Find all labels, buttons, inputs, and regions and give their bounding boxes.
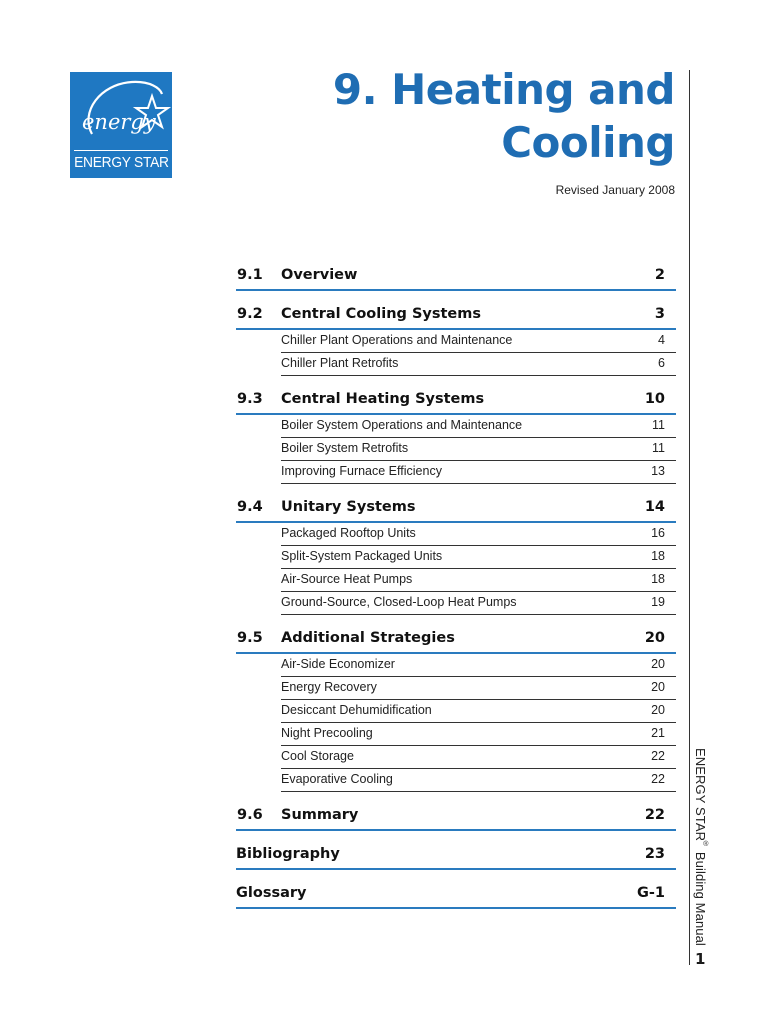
logo-label: ENERGY STAR xyxy=(74,154,169,171)
section-gap xyxy=(236,831,676,843)
section-number: 9.1 xyxy=(237,267,263,283)
section-number: 9.6 xyxy=(237,807,263,823)
section-number: 9.2 xyxy=(237,306,263,322)
section-title: Unitary Systems xyxy=(281,499,416,515)
section-page: 22 xyxy=(644,807,665,823)
section-gap xyxy=(236,792,676,804)
subsection-title: Night Precooling xyxy=(281,726,373,740)
section-title: Summary xyxy=(281,807,359,823)
running-title xyxy=(693,748,709,946)
revised-date: Revised January 2008 xyxy=(555,183,675,197)
subsection-title: Chiller Plant Retrofits xyxy=(281,356,399,370)
toc-section[interactable] xyxy=(236,388,676,415)
subsection-title: Ground-Source, Closed-Loop Heat Pumps xyxy=(281,595,517,609)
section-gap xyxy=(236,484,676,496)
toc-subsection[interactable] xyxy=(281,723,676,746)
logo-divider xyxy=(74,150,168,151)
section-number: 9.3 xyxy=(237,391,263,407)
subsection-page: 6 xyxy=(658,356,665,370)
toc-subsection[interactable] xyxy=(281,461,676,484)
subsection-page: 16 xyxy=(651,526,665,540)
section-page: 20 xyxy=(644,630,665,646)
section-number: 9.5 xyxy=(237,630,263,646)
subsection-title: Boiler System Operations and Maintenance xyxy=(281,418,523,432)
subsection-page: 21 xyxy=(651,726,665,740)
section-page: G-1 xyxy=(636,885,665,901)
page-number: 1 xyxy=(695,950,706,968)
toc-section[interactable] xyxy=(236,264,676,291)
subsection-title: Evaporative Cooling xyxy=(281,772,393,786)
subsection-page: 19 xyxy=(651,595,665,609)
toc-subsection[interactable] xyxy=(281,415,676,438)
subsection-title: Energy Recovery xyxy=(281,680,377,694)
toc-section[interactable] xyxy=(236,496,676,523)
subsection-page: 13 xyxy=(651,464,665,478)
toc-subsection[interactable] xyxy=(281,330,676,353)
section-title: Bibliography xyxy=(236,846,340,862)
section-gap xyxy=(236,870,676,882)
toc-subsection[interactable] xyxy=(281,677,676,700)
toc-subsection[interactable] xyxy=(281,438,676,461)
subsection-page: 22 xyxy=(651,772,665,786)
toc-subsection[interactable] xyxy=(281,769,676,792)
subsection-title: Desiccant Dehumidification xyxy=(281,703,432,717)
registered-mark: ® xyxy=(702,841,710,849)
subsection-page: 18 xyxy=(651,572,665,586)
toc-subsection[interactable] xyxy=(281,654,676,677)
subsection-title: Air-Side Economizer xyxy=(281,657,395,671)
toc-subsection[interactable] xyxy=(281,353,676,376)
subsection-page: 22 xyxy=(651,749,665,763)
section-title: Additional Strategies xyxy=(281,630,455,646)
toc-subsection[interactable] xyxy=(281,746,676,769)
toc-section[interactable] xyxy=(236,882,676,909)
running-title-suffix: Building Manual xyxy=(693,848,708,946)
subsection-title: Chiller Plant Operations and Maintenance xyxy=(281,333,513,347)
subsection-page: 11 xyxy=(652,418,665,432)
subsection-page: 20 xyxy=(651,703,665,717)
title-line-2: Cooling xyxy=(501,118,675,167)
running-title-brand: ENERGY STAR xyxy=(693,748,708,842)
subsection-page: 4 xyxy=(658,333,665,347)
subsection-title: Cool Storage xyxy=(281,749,354,763)
toc-section[interactable] xyxy=(236,804,676,831)
section-page: 23 xyxy=(644,846,665,862)
logo-script: energy xyxy=(82,110,156,134)
title-line-1: 9. Heating and xyxy=(332,65,675,114)
subsection-title: Improving Furnace Efficiency xyxy=(281,464,442,478)
toc-subsection[interactable] xyxy=(281,700,676,723)
section-page: 2 xyxy=(654,267,665,283)
section-title: Glossary xyxy=(236,885,307,901)
section-title: Central Heating Systems xyxy=(281,391,485,407)
toc-section[interactable] xyxy=(236,627,676,654)
subsection-title: Boiler System Retrofits xyxy=(281,441,409,455)
subsection-page: 11 xyxy=(652,441,665,455)
subsection-page: 18 xyxy=(651,549,665,563)
toc-subsection[interactable] xyxy=(281,523,676,546)
vertical-rule xyxy=(689,70,690,965)
subsection-page: 20 xyxy=(651,680,665,694)
toc-subsection[interactable] xyxy=(281,546,676,569)
section-page: 3 xyxy=(654,306,665,322)
toc-section[interactable] xyxy=(236,303,676,330)
subsection-title: Split-System Packaged Units xyxy=(281,549,443,563)
page-title xyxy=(333,63,675,169)
section-gap xyxy=(236,291,676,303)
subsection-title: Air-Source Heat Pumps xyxy=(281,572,413,586)
toc-section[interactable] xyxy=(236,843,676,870)
section-title: Overview xyxy=(281,267,358,283)
section-page: 10 xyxy=(644,391,665,407)
energy-star-emblem-icon xyxy=(70,72,172,150)
section-title: Central Cooling Systems xyxy=(281,306,481,322)
section-gap xyxy=(236,376,676,388)
subsection-title: Packaged Rooftop Units xyxy=(281,526,416,540)
section-page: 14 xyxy=(644,499,665,515)
section-number: 9.4 xyxy=(237,499,263,515)
toc-subsection[interactable] xyxy=(281,569,676,592)
toc-subsection[interactable] xyxy=(281,592,676,615)
table-of-contents xyxy=(236,264,676,909)
section-gap xyxy=(236,615,676,627)
energy-star-logo xyxy=(70,72,172,178)
subsection-page: 20 xyxy=(651,657,665,671)
